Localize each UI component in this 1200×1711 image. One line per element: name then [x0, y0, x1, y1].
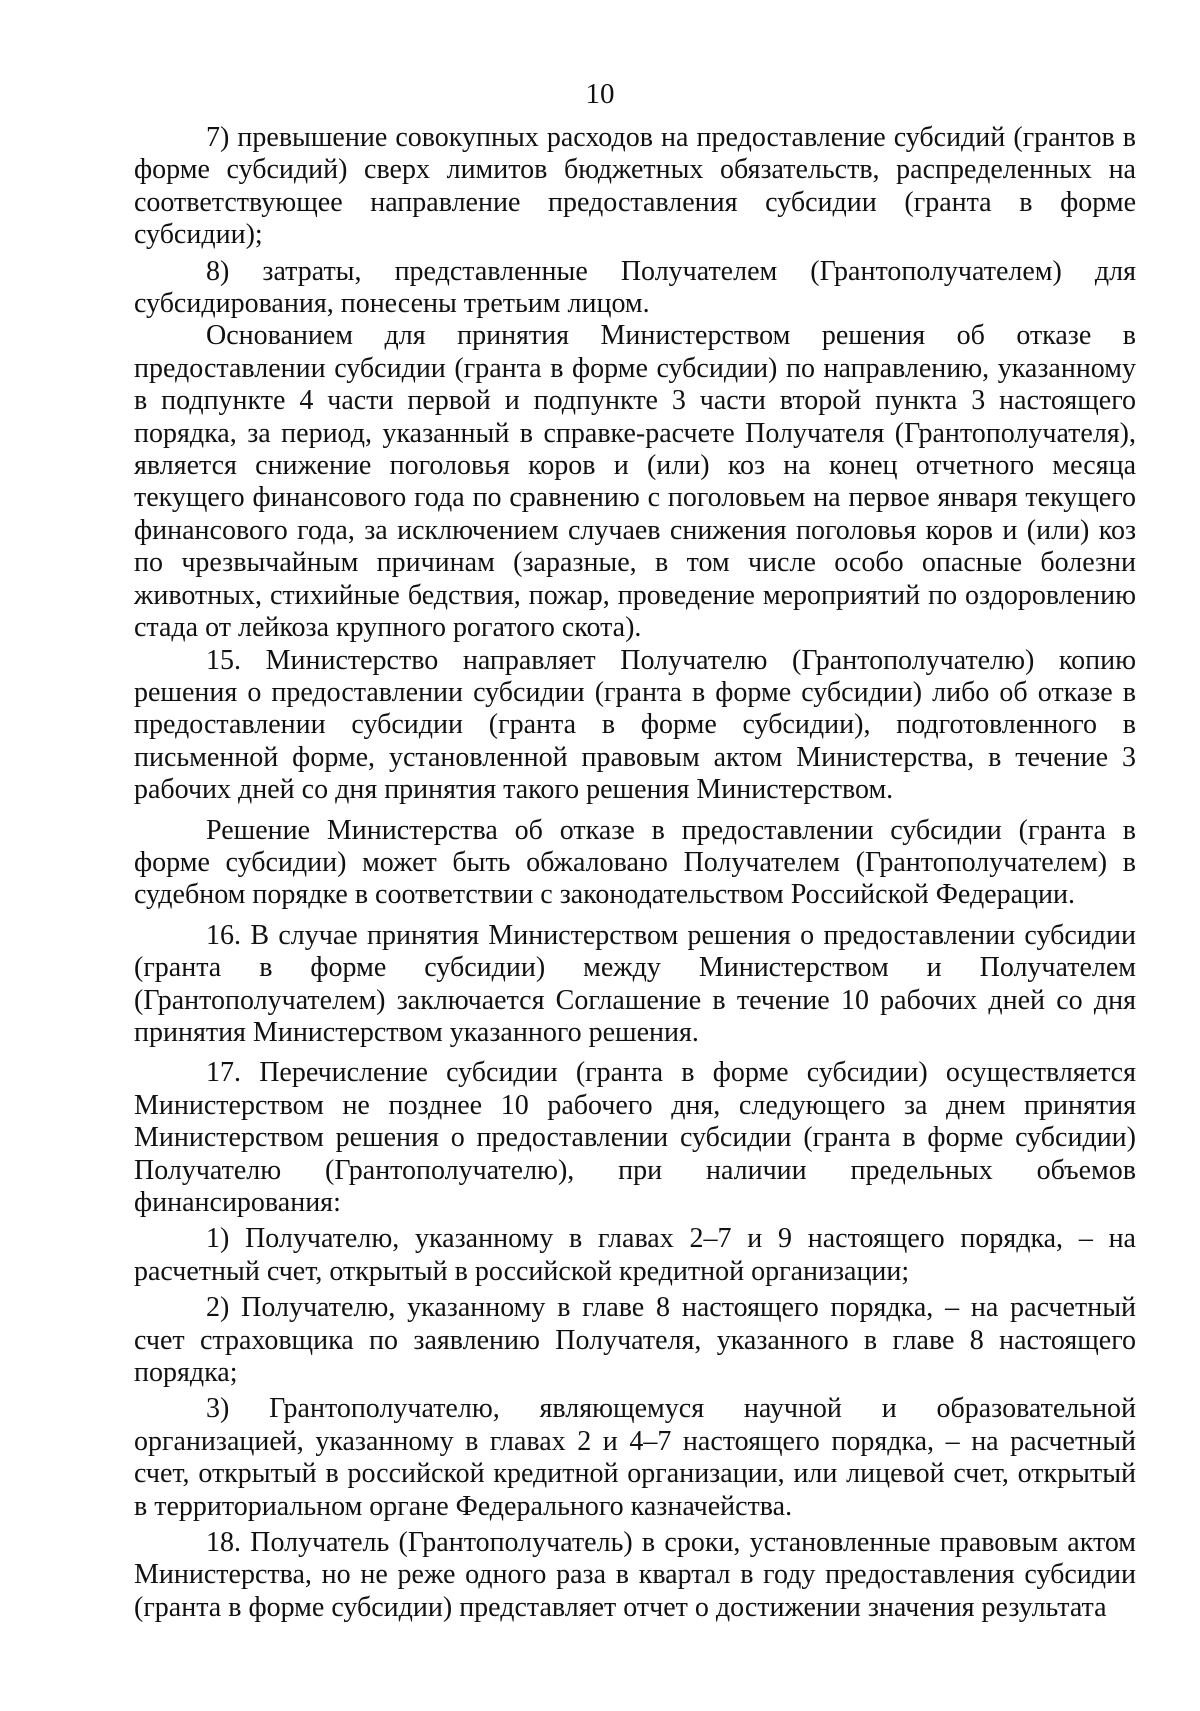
paragraph-17-item-3: 3) Грантополучателю, являющемуся научной и образовательной организацией, указанному в главах 2 и 4–7 настоящего порядка, – на расчетный счет, открытый в российской кредитной организации, или лицевой счет, открытый в территориальном органе Федерального казначейства.: [134, 1393, 1136, 1522]
document-body: [134, 122, 1136, 1624]
paragraph-item-7: 7) превышение совокупных расходов на предоставление субсидий (грантов в форме субсидий) сверх лимитов бюджетных обязательств, распределенных на соответствующее направление предоставления субсидии (гранта в форме субсидии);: [134, 122, 1136, 251]
paragraph-18: 18. Получатель (Грантополучатель) в сроки, установленные правовым актом Министерства, но не реже одного раза в квартал в году предоставления субсидии (гранта в форме субсидии) представляет отчет о достижении значения результата: [134, 1527, 1136, 1623]
paragraph-refusal-grounds: Основанием для принятия Министерством решения об отказе в предоставлении субсидии (гранта в форме субсидии) по направлению, указанному в подпункте 4 части первой и подпункте 3 части второй пункта 3 настоящего порядка, за период, указанный в справке-расчете Получателя (Грантополучателя), является снижение поголовья коров и (или) коз на конец отчетного месяца текущего финансового года по сравнению с поголовьем на первое января текущего финансового года, за исключением случаев снижения поголовья коров и (или) коз по чрезвычайным причинам (заразные, в том числе особо опасные болезни животных, стихийные бедствия, пожар, проведение мероприятий по оздоровлению стада от лейкоза крупного рогатого скота).: [134, 320, 1136, 644]
paragraph-17-item-2: 2) Получателю, указанному в главе 8 настоящего порядка, – на расчетный счет страховщика по заявлению Получателя, указанного в главе 8 настоящего порядка;: [134, 1292, 1136, 1389]
paragraph-15: 15. Министерство направляет Получателю (Грантополучателю) копию решения о предоставлении субсидии (гранта в форме субсидии) либо об отказе в предоставлении субсидии (гранта в форме субсидии), подготовленного в письменной форме, установленной правовым актом Министерства, в течение 3 рабочих дней со дня принятия такого решения Министерством.: [134, 644, 1136, 806]
paragraph-17-item-1: 1) Получателю, указанному в главах 2–7 и 9 настоящего порядка, – на расчетный счет, открытый в российской кредитной организации;: [134, 1223, 1136, 1287]
paragraph-appeal: Решение Министерства об отказе в предоставлении субсидии (гранта в форме субсидии) может быть обжаловано Получателем (Грантополучателем) в судебном порядке в соответствии с законодательством Российской Федерации.: [134, 814, 1136, 911]
paragraph-item-8: 8) затраты, представленные Получателем (Грантополучателем) для субсидирования, понесены третьим лицом.: [134, 255, 1136, 320]
paragraph-17: 17. Перечисление субсидии (гранта в форме субсидии) осуществляется Министерством не позднее 10 рабочего дня, следующего за днем принятия Министерством решения о предоставлении субсидии (гранта в форме субсидии) Получателю (Грантополучателю), при наличии предельных объемов финансирования:: [134, 1057, 1136, 1218]
paragraph-16: 16. В случае принятия Министерством решения о предоставлении субсидии (гранта в форме субсидии) между Министерством и Получателем (Грантополучателем) заключается Соглашение в течение 10 рабочих дней со дня принятия Министерством указанного решения.: [134, 919, 1136, 1048]
page-number: 10: [585, 78, 615, 110]
